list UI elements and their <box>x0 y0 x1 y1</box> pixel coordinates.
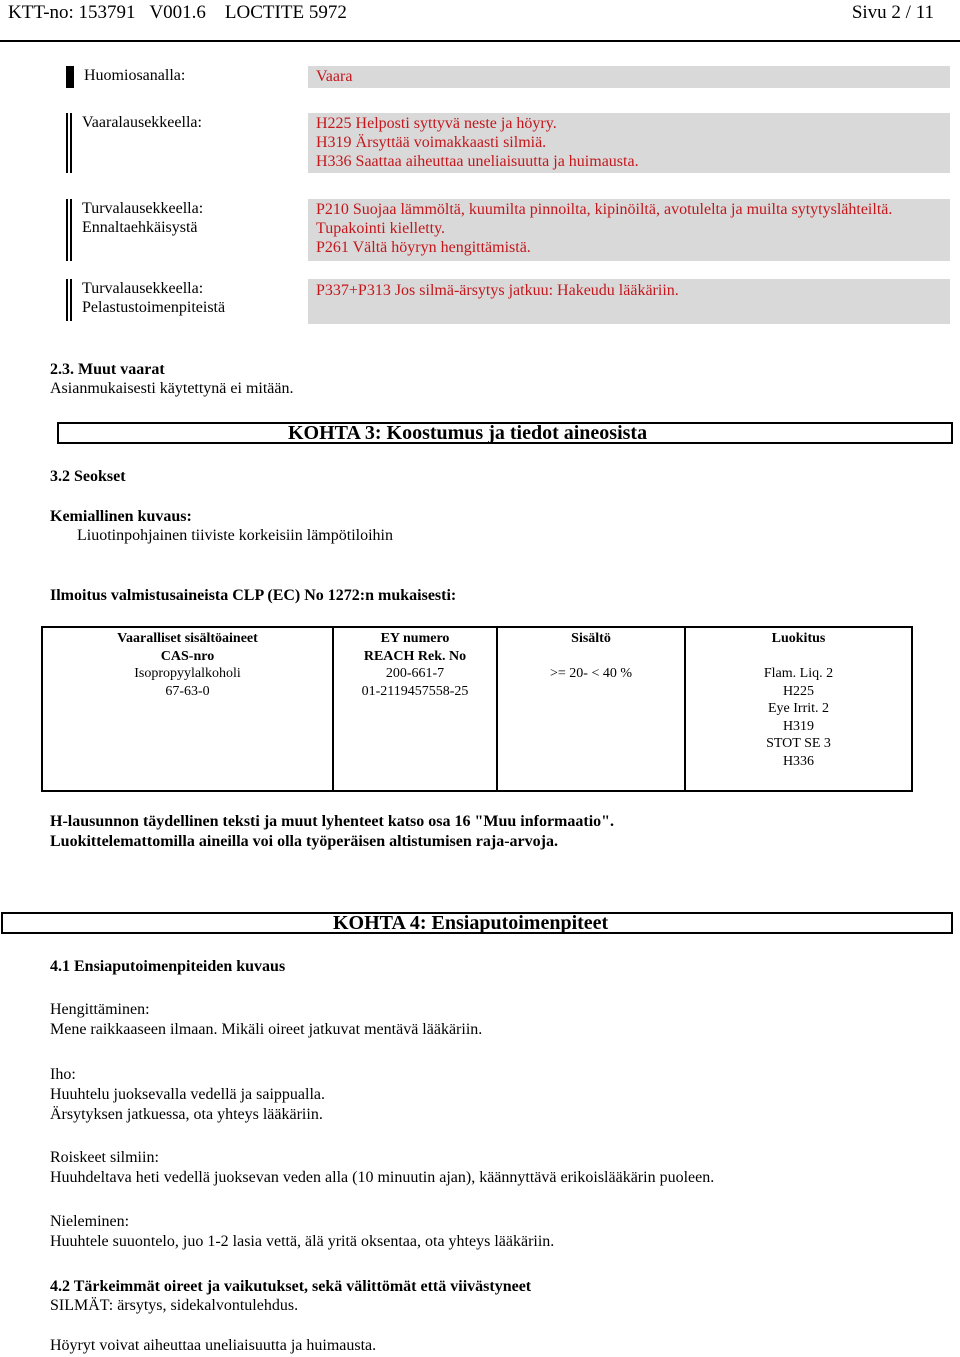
precaution-statement: P261 Vältä höyryn hengittämistä. <box>316 239 531 256</box>
precaution-statement: Tupakointi kielletty. <box>316 220 446 237</box>
symptoms-subtitle: 4.2 Tärkeimmät oireet ja vaikutukset, sekä välittömät että viivästyneet <box>50 1278 532 1295</box>
section-4-heading: KOHTA 4: Ensiaputoimenpiteet <box>333 912 609 934</box>
hazard-statements-label: Vaaralausekkeella: <box>66 113 290 173</box>
column-header: EY numero <box>380 631 450 646</box>
signal-word-label: Huomiosanalla: <box>66 66 290 88</box>
skin-label: Iho: <box>50 1066 76 1083</box>
column-header: Sisältö <box>571 631 611 646</box>
chemical-description-label: Kemiallinen kuvaus: <box>50 508 192 525</box>
page-header <box>8 2 952 36</box>
section-3-heading: KOHTA 3: Koostumus ja tiedot aineosista <box>288 422 648 444</box>
cas-number: 67-63-0 <box>165 683 210 699</box>
section-4-heading-box <box>1 912 953 934</box>
content-range: >= 20- < 40 % <box>549 666 632 681</box>
ingestion-label: Nieleminen: <box>50 1213 130 1230</box>
page-number: Sivu 2 / 11 <box>851 2 934 23</box>
classification: Eye Irrit. 2 <box>767 701 830 716</box>
section-3-heading-box <box>57 422 953 444</box>
skin-text: Ärsytyksen jatkuessa, ota yhteys lääkäriin. <box>50 1106 323 1123</box>
ingredient-cell <box>42 627 333 791</box>
precaution-response-label: Turvalausekkeella: Pelastustoimenpiteistä <box>66 279 290 321</box>
hazard-statement: H319 Ärsyttää voimakkaasti silmiä. <box>316 134 547 151</box>
classification-cell <box>685 627 912 791</box>
ingestion-text: Huuhtele suuontelo, juo 1-2 lasia vettä, älä yritä oksentaa, ota yhteys lääkäriin. <box>50 1233 555 1250</box>
ingredient-name: Isopropyylalkoholi <box>134 666 241 681</box>
exposure-limit-note: Luokittelemattomilla aineilla voi olla työperäisen altistumisen raja-arvoja. <box>50 833 558 850</box>
inhalation-text: Mene raikkaaseen ilmaan. Mikäli oireet jatkuvat mentävä lääkäriin. <box>50 1021 483 1038</box>
first-aid-subtitle: 4.1 Ensiaputoimenpiteiden kuvaus <box>50 958 286 975</box>
eye-text: Huuhdeltava heti vedellä juoksevan veden alla (10 minuutin ajan), käännyttävä erikoislääkärin puoleen. <box>50 1169 715 1186</box>
mixtures-subtitle: 3.2 Seokset <box>50 468 126 485</box>
column-header: CAS-nro <box>160 648 215 664</box>
eye-label: Roiskeet silmiin: <box>50 1149 159 1166</box>
column-header: REACH Rek. No <box>363 648 467 664</box>
composition-table <box>41 626 913 792</box>
ec-number-cell <box>333 627 497 791</box>
skin-text: Huuhtelu juoksevalla vedellä ja saippualla. <box>50 1086 326 1103</box>
column-header: Luokitus <box>771 631 826 646</box>
inhalation-label: Hengittäminen: <box>50 1001 150 1018</box>
classification: H336 <box>782 753 815 769</box>
classification: H319 <box>782 718 815 734</box>
clp-declaration-title: Ilmoitus valmistusaineista CLP (EC) No 1272:n mukaisesti: <box>50 587 457 604</box>
precaution-prevention <box>308 199 950 261</box>
classification: Flam. Liq. 2 <box>763 666 834 681</box>
vapors-text: Höyryt voivat aiheuttaa uneliaisuutta ja huimausta. <box>50 1337 377 1354</box>
precaution-statement: P337+P313 Jos silmä-ärsytys jatkuu: Hakeudu lääkäriin. <box>316 282 679 299</box>
hazard-statement: H225 Helposti syttyvä neste ja höyry. <box>316 115 557 132</box>
column-header: Vaaralliset sisältöaineet <box>117 631 258 646</box>
precaution-response <box>308 279 950 324</box>
other-hazards-title: 2.3. Muut vaarat <box>50 361 165 378</box>
signal-word-value <box>308 66 950 88</box>
h-statement-note: H-lausunnon täydellinen teksti ja muut lyhenteet katso osa 16 "Muu informaatio". <box>50 813 615 830</box>
hazard-statement: H336 Saattaa aiheuttaa uneliaisuutta ja huimausta. <box>316 153 639 170</box>
chemical-description-value: Liuotinpohjainen tiiviste korkeisiin lämpötiloihin <box>77 527 393 544</box>
reach-number: 01-2119457558-25 <box>361 683 469 699</box>
table-row <box>42 627 912 791</box>
classification: STOT SE 3 <box>766 736 831 751</box>
document-id: KTT-no: 153791 V001.6 LOCTITE 5972 <box>8 2 347 23</box>
precaution-statement: P210 Suojaa lämmöltä, kuumilta pinnoilta, kipinöiltä, avotulelta ja muilta sytytyslähteiltä. <box>316 201 893 218</box>
header-divider <box>0 40 960 42</box>
other-hazards-text: Asianmukaisesti käytettynä ei mitään. <box>50 380 294 397</box>
symptoms-text: SILMÄT: ärsytys, sidekalvontulehdus. <box>50 1297 299 1314</box>
signal-word: Vaara <box>316 68 353 85</box>
hazard-statements <box>308 113 950 173</box>
content-cell <box>497 627 685 791</box>
precaution-prevention-label: Turvalausekkeella: Ennaltaehkäisystä <box>66 199 290 261</box>
classification: H225 <box>782 683 815 699</box>
ec-number: 200-661-7 <box>385 666 445 681</box>
